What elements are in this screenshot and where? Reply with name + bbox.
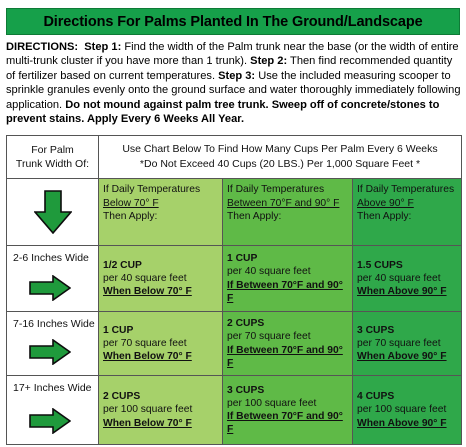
arrow-down-icon <box>34 190 72 234</box>
step1-text: Find the width of the Palm trunk near the base (or the width of entire multi-trunk cluster if you have more than 1 trunk). <box>6 41 459 68</box>
directions-text <box>6 40 462 126</box>
when-condition: When Below 70° F <box>103 286 192 298</box>
row-label: 7-16 Inches Wide <box>13 318 95 330</box>
when-condition: When Above 90° F <box>357 417 447 429</box>
amount-cell <box>223 246 353 312</box>
amount-cell <box>353 312 462 376</box>
temp-line3: Then Apply: <box>103 211 158 222</box>
cup-amount: 3 CUPS <box>227 384 265 396</box>
table-row <box>7 246 462 312</box>
warning-text: Do not mound against palm tree trunk. Sweep off of concrete/stones to prevent stains. Apply Every 6 Weeks All Year. <box>6 98 440 126</box>
page-title: Directions For Palms Planted In The Ground/Landscape <box>43 13 423 30</box>
row-label-cell <box>7 312 99 376</box>
arrow-right-icon <box>29 339 71 365</box>
table-row <box>7 312 462 376</box>
row-label: 17+ Inches Wide <box>13 382 92 394</box>
amount-cell <box>99 312 223 376</box>
when-condition: When Below 70° F <box>103 417 192 429</box>
per-area: per 100 square feet <box>357 404 447 416</box>
cup-amount: 4 CUPS <box>357 391 395 403</box>
cup-amount: 2 CUPS <box>103 391 141 403</box>
temp-between-70-90 <box>223 179 353 246</box>
per-area: per 100 square feet <box>227 397 317 409</box>
per-area: per 70 square feet <box>357 337 441 349</box>
per-area: per 40 square feet <box>103 272 187 284</box>
cup-amount: 3 CUPS <box>357 324 395 336</box>
temp-line2: Above 90° F <box>357 197 414 209</box>
temp-line2: Below 70° F <box>103 197 159 209</box>
step3-text: Use the included measuring scooper to sprinkle granules evenly onto the ground surface and water thoroughly immediately following application. <box>6 69 461 111</box>
header-left-line1: For Palm <box>31 144 74 156</box>
amount-cell <box>353 246 462 312</box>
step3-label: Step 3: <box>218 69 256 82</box>
when-condition: If Between 70°F and 90° F <box>227 279 343 304</box>
cup-amount: 1 CUP <box>103 324 134 336</box>
header-right-line2: *Do Not Exceed 40 Cups (20 LBS.) Per 1,000 Square Feet * <box>139 158 421 170</box>
amount-cell <box>99 246 223 312</box>
step2-label: Step 2: <box>250 55 288 68</box>
header-trunk-width <box>7 136 99 179</box>
amount-cell <box>223 376 353 445</box>
per-area: per 40 square feet <box>227 266 311 278</box>
header-left-line2: Trunk Width Of: <box>15 158 90 170</box>
temp-line1: If Daily Temperatures <box>357 184 455 195</box>
temp-line1: If Daily Temperatures <box>227 184 325 195</box>
temp-line1: If Daily Temperatures <box>103 184 201 195</box>
directions-lead: DIRECTIONS: <box>6 41 79 53</box>
when-condition: When Below 70° F <box>103 351 192 363</box>
arrow-cell <box>7 179 99 246</box>
amount-cell <box>223 312 353 376</box>
temp-line3: Then Apply: <box>357 211 412 222</box>
when-condition: When Above 90° F <box>357 351 447 363</box>
per-area: per 40 square feet <box>357 272 441 284</box>
when-condition: If Between 70°F and 90° F <box>227 411 343 436</box>
per-area: per 70 square feet <box>103 337 187 349</box>
header-instructions <box>99 136 462 179</box>
step2-text: Then find recommended quantity of fertilizer based on current temperatures. <box>6 55 453 82</box>
amount-cell <box>353 376 462 445</box>
when-condition: If Between 70°F and 90° F <box>227 344 343 369</box>
per-area: per 70 square feet <box>227 331 311 343</box>
temp-below-70 <box>99 179 223 246</box>
arrow-right-icon <box>29 408 71 434</box>
cup-amount: 1.5 CUPS <box>357 259 403 271</box>
table-row <box>7 376 462 445</box>
row-label: 2-6 Inches Wide <box>13 252 89 264</box>
amount-cell <box>99 376 223 445</box>
temp-line3: Then Apply: <box>227 211 282 222</box>
temp-line2: Between 70°F and 90° F <box>227 197 340 209</box>
per-area: per 100 square feet <box>103 404 193 416</box>
when-condition: When Above 90° F <box>357 286 447 298</box>
cup-amount: 1 CUP <box>227 253 258 265</box>
header-right-line1: Use Chart Below To Find How Many Cups Per Palm Every 6 Weeks <box>122 143 438 155</box>
arrow-right-icon <box>29 275 71 301</box>
temp-above-90 <box>353 179 462 246</box>
cup-amount: 2 CUPS <box>227 318 265 330</box>
step1-label: Step 1: <box>84 41 122 53</box>
row-label-cell <box>7 246 99 312</box>
row-label-cell <box>7 376 99 445</box>
fertilizer-chart <box>6 135 462 445</box>
cup-amount: 1/2 CUP <box>103 259 142 271</box>
title-banner <box>6 8 460 35</box>
